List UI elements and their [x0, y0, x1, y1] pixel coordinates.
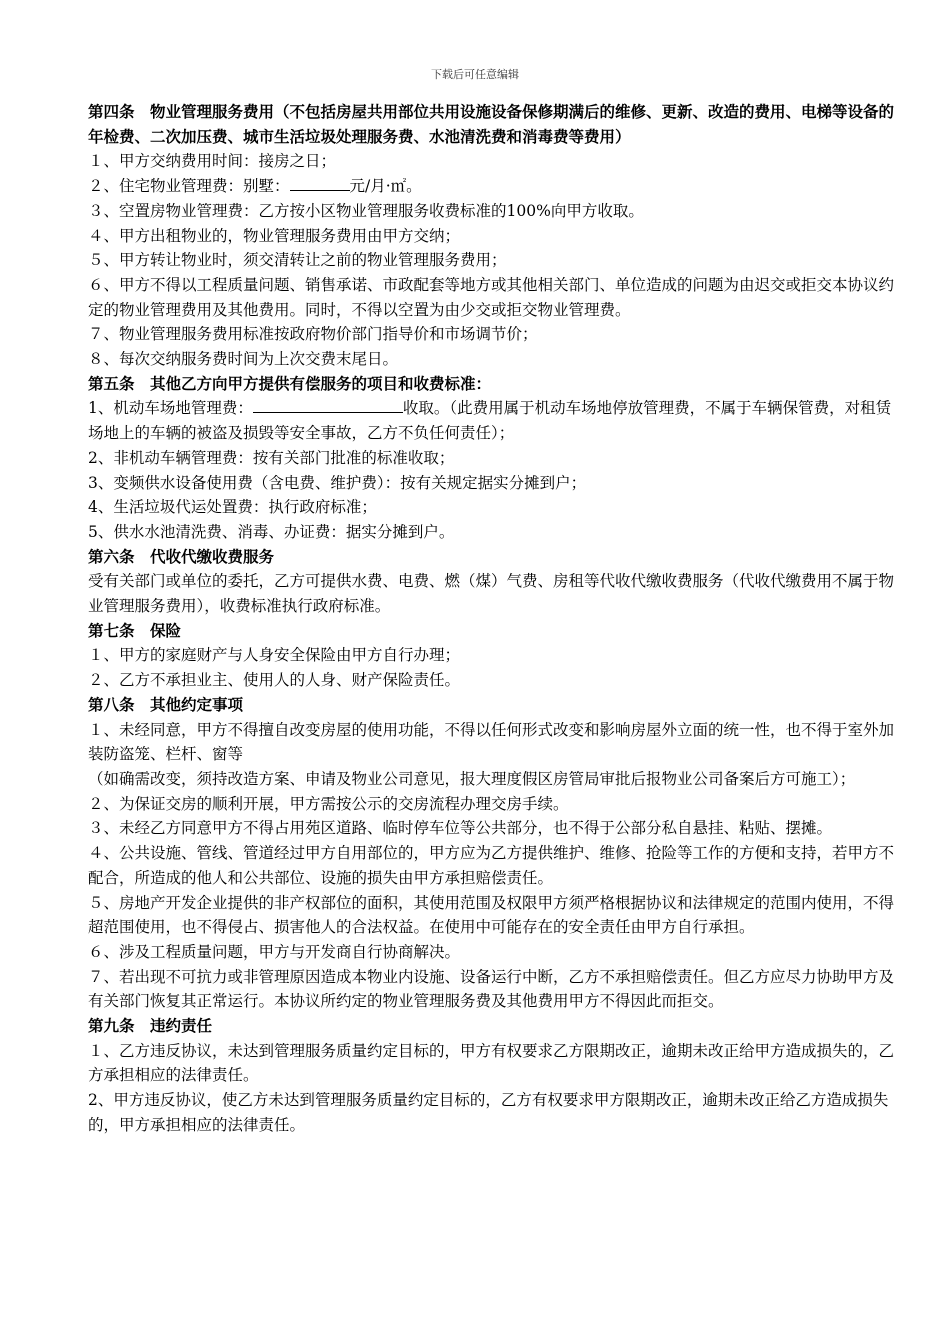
article-4-item-5: ５、甲方转让物业时，须交清转让之前的物业管理服务费用； — [88, 251, 507, 270]
article-8-item-3: ３、未经乙方同意甲方不得占用苑区道路、临时停车位等公共部分，也不得于公部分私自悬挂、粘贴、摆摊。 — [88, 819, 833, 838]
article-7-item-2: ２、乙方不承担业主、使用人的人身、财产保险责任。 — [88, 671, 461, 690]
article-4-item-7: ７、物业管理服务费用标准按政府物价部门指导价和市场调节价； — [88, 325, 538, 344]
article-5-item-2: 2、非机动车辆管理费：按有关部门批准的标准收取； — [88, 448, 455, 467]
parking-fee-blank-field[interactable] — [253, 396, 403, 413]
article-6-body: 受有关部门或单位的委托，乙方可提供水费、电费、燃（煤）气费、房租等代收代缴收费服务（代收代缴费用不属于物业管理服务费用），收费标准执行政府标准。 — [88, 572, 895, 616]
article-5-item-3: 3、变频供水设备使用费（含电费、维护费）：按有关规定据实分摊到户； — [88, 473, 587, 492]
article-8-item-6: ６、涉及工程质量问题，甲方与开发商自行协商解决。 — [88, 942, 461, 961]
article-8-item-1-continued: （如确需改变，须持改造方案、申请及物业公司意见，报大理度假区房管局审批后报物业公司备案后方可施工）； — [88, 769, 856, 788]
article-8-item-2: ２、为保证交房的顺利开展，甲方需按公示的交房流程办理交房手续。 — [88, 794, 569, 813]
article-5-item-5: 5、供水水池清洗费、消毒、办证费：据实分摊到户。 — [88, 522, 455, 541]
article-4-item-2-prefix: ２、住宅物业管理费：别墅： — [88, 177, 290, 196]
article-8-item-1: １、未经同意，甲方不得擅自改变房屋的使用功能，不得以任何形式改变和影响房屋外立面的统一性，也不得于室外加装防盗笼、栏杆、窗等 — [88, 720, 895, 764]
article-4-item-2-suffix: 元/月·㎡。 — [349, 177, 422, 196]
article-9-item-1: １、乙方违反协议，未达到管理服务质量约定目标的，甲方有权要求乙方限期改正，逾期未改正给甲方造成损失的，乙方承担相应的法律责任。 — [88, 1041, 895, 1085]
article-6-title: 第六条 代收代缴收费服务 — [88, 546, 275, 566]
article-5-item-4: 4、生活垃圾代运处置费：执行政府标准； — [88, 498, 377, 517]
article-8-item-5: ５、房地产开发企业提供的非产权部位的面积，其使用范围及权限甲方须严格根据协议和法律规定的范围内使用，不得超范围使用，也不得侵占、损害他人的合法权益。在使用中可能存在的安全责任由甲方自行承担。 — [88, 893, 895, 937]
article-4-title: 第四条 物业管理服务费用（不包括房屋共用部位共用设施设备保修期满后的维修、更新、改造的费用、电梯等设备的年检费、二次加压费、城市生活垃圾处理服务费、水池清洗费和消毒费等费用） — [88, 102, 895, 146]
article-5-title: 第五条 其他乙方向甲方提供有偿服务的项目和收费标准： — [88, 373, 492, 393]
article-5-item-1 — [88, 396, 896, 445]
article-4-item-1: １、甲方交纳费用时间：接房之日； — [88, 152, 337, 171]
article-8-title: 第八条 其他约定事项 — [88, 694, 244, 714]
article-4-item-4: ４、甲方出租物业的，物业管理服务费用由甲方交纳； — [88, 226, 461, 245]
article-4-item-6: ６、甲方不得以工程质量问题、销售承诺、市政配套等地方或其他相关部门、单位造成的问题为由迟交或拒交本协议约定的物业管理费用及其他费用。同时，不得以空置为由少交或拒交物业管理费。 — [88, 275, 895, 319]
article-5-item-1-suffix: 收取。（此费用属于机动车场地停放管理费，不属于车辆保管费，对租赁场地上的车辆的被盗及损毁等安全事故，乙方不负任何责任）； — [88, 399, 892, 443]
document-body — [88, 100, 896, 1138]
header-note: 下载后可任意编辑 — [431, 68, 519, 81]
article-4-item-3: ３、空置房物业管理费：乙方按小区物业管理服务收费标准的100%向甲方收取。 — [88, 201, 644, 220]
article-7-title: 第七条 保险 — [88, 620, 182, 640]
article-7-item-1: １、甲方的家庭财产与人身安全保险由甲方自行办理； — [88, 646, 461, 665]
article-4-item-8: ８、每次交纳服务费时间为上次交费末尾日。 — [88, 350, 399, 369]
article-4-item-2 — [88, 174, 896, 199]
article-9-item-2: 2、甲方违反协议，使乙方未达到管理服务质量约定目标的，乙方有权要求甲方限期改正，逾期未改正给乙方造成损失的，甲方承担相应的法律责任。 — [88, 1091, 889, 1134]
article-9-title: 第九条 违约责任 — [88, 1016, 213, 1036]
article-5-item-1-prefix: 1、机动车场地管理费： — [88, 399, 253, 418]
fee-blank-field[interactable] — [290, 174, 350, 191]
article-8-item-4: ４、公共设施、管线、管道经过甲方自用部位的，甲方应为乙方提供维护、维修、抢险等工作的方便和支持，若甲方不配合，所造成的他人和公共部位、设施的损失由甲方承担赔偿责任。 — [88, 844, 895, 887]
article-8-item-7: ７、若出现不可抗力或非管理原因造成本物业内设施、设备运行中断，乙方不承担赔偿责任。但乙方应尽力协助甲方及有关部门恢复其正常运行。本协议所约定的物业管理服务费及其他费用甲方不得因此而拒交。 — [88, 967, 895, 1011]
